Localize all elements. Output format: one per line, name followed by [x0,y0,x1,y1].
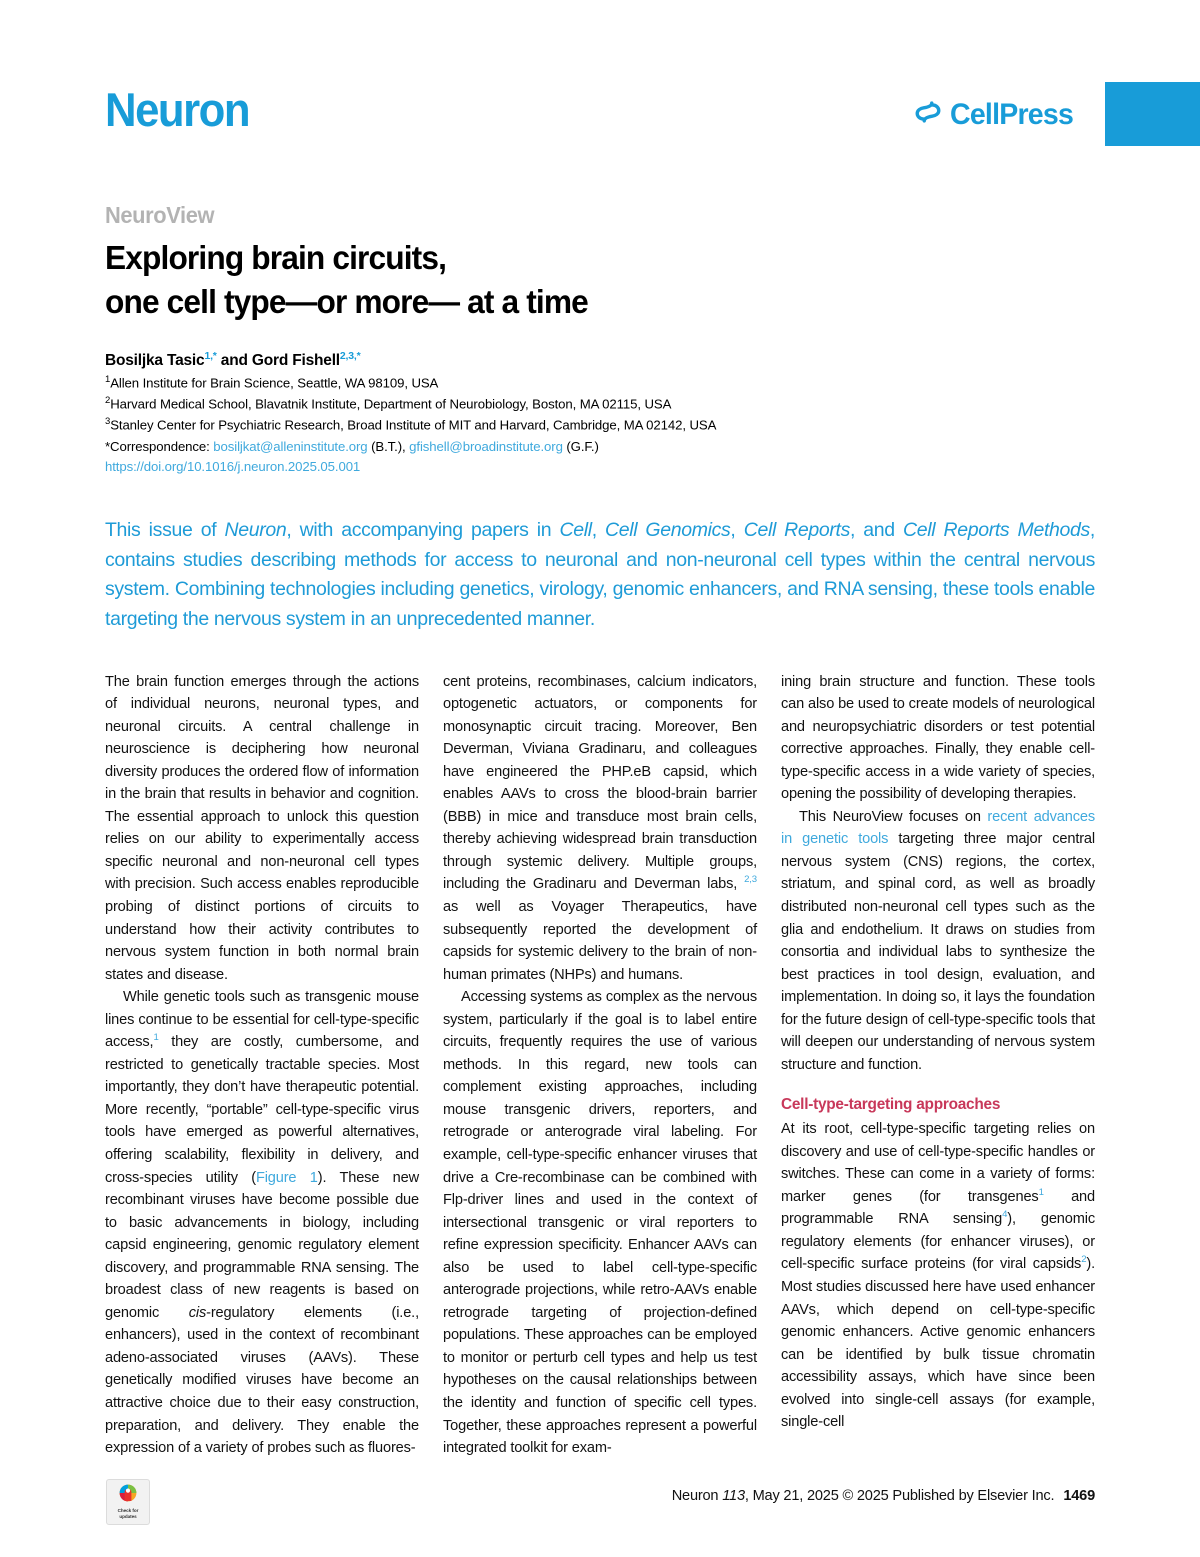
affiliation-text: Allen Institute for Brain Science, Seattle, WA 98109, USA [110,375,439,391]
summary-text: , [591,519,605,542]
page-footer [0,1461,1200,1557]
paragraph: Accessing systems as complex as the nervous system, particularly if the goal is to label entire circuits, frequently requires the use of various methods. In this regard, new tools can complement existing approaches, including mouse transgenic drivers, reporters, and retrograde or anterograde viral labeling. For example, cell-type-specific enhancer viruses that drive a Cre-recombinase can be combined with Flp-driver lines and used in the context of intersectional transgenic or viral reporters to refine expression specificity. Enhancer AAVs can also be used to label cell-type-specific anterograde projections, while retro-AAVs enable retrograde targeting of projection-defined populations. These approaches can be employed to monitor or perturb cell types and help us test hypotheses on the causal relationships between the identity and function of specific cell types. Together, these approaches represent a powerful integrated toolkit for exam- [443,989,757,1457]
paragraph [781,1118,1095,1434]
affiliation-text: Harvard Medical School, Blavatnik Institute, Department of Neurobiology, Boston, MA 02115, USA [110,396,672,412]
doi-line [105,457,1095,478]
author-2-corr-star: * [356,350,361,363]
affiliation-item [105,394,1095,415]
cellpress-loop-icon [913,97,943,132]
citation-ref[interactable]: 1 [153,1032,159,1044]
author-list: Bosiljka Tasic$^{1,*}$ and Gord Fishell$^{2,3,*}$ [105,350,361,370]
paragraph [443,671,757,987]
paragraph-text: ). These new recombinant viruses have become possible due to basic advancements in biology, including capsid engineering, genomic regulatory element discovery, and programmable RNA sensing. The broadest class of new reagents is based on genomic [105,1169,419,1321]
summary-text: , with accompanying papers in [286,519,560,542]
paragraph [781,806,1095,1077]
author-conjunction: and [220,352,248,370]
paragraph-text: cent proteins, recombinases, calcium indicators, optogenetic actuators, or components for monosynaptic circuit tracing. Moreover, Ben Deverman, Viviana Gradinaru, and colleagues have engineered the PHP.eB capsid, which enables AAVs to cross the blood-brain barrier (BBB) in mice and transduce most brain cells, thereby achieving widespread brain transduction through systemic delivery. Multiple groups, including the Gradinaru and Deverman labs, [443,673,757,893]
paragraph-text: they are costly, cumbersome, and restricted to genetically tractable species. Most importantly, they don’t have therapeutic potential. More recently, “portable” cell-type-specific virus tools have emerged as powerful alternatives, offering scalability, flexibility in delivery, and cross-species utility ( [105,1034,419,1186]
footer-volume: 113 [722,1488,745,1504]
footer-citation [672,1488,1095,1504]
author-name-2: Gord Fishell [251,352,340,370]
corresponding-initials-1: (B.T.), [371,438,406,454]
citation-ref[interactable]: 1 [1038,1186,1044,1198]
crossmark-label-line-1: Check for [117,1508,139,1514]
masthead [0,0,1200,136]
article-content [0,202,1200,1460]
publisher-name: CellPress [950,97,1074,131]
footer-citation-rest: , May 21, 2025 © 2025 Published by Elsevier Inc. [744,1488,1055,1504]
affiliation-marker: 2 [105,395,111,407]
publisher-logo [913,97,1080,132]
author-1-affil-marker: 1 [204,350,211,363]
author-name-1: Bosiljka Tasic [105,352,205,370]
figure-1-link[interactable]: Figure 1 [255,1169,318,1186]
genetic-tools-link[interactable]: recent advances in genetic tools [781,808,1095,848]
summary-journal-cell: Cell [559,519,592,542]
author-1-corr-star: * [212,350,217,363]
summary-journal-cell-reports-methods: Cell Reports Methods [903,519,1090,542]
correspondence-line [105,437,1095,458]
corresponding-email-1[interactable]: bosiljkat@alleninstitute.org [213,438,368,454]
summary-text: , [730,519,744,542]
paragraph: The brain function emerges through the actions of individual neurons, neuronal types, and neuronal circuits. A central challenge in neuroscience is deciphering how neuronal diversity produces the ordered flow of information in the brain that results in behavior and cognition. The essential approach to unlock this question relies on our ability to experimentally access specific neuronal and non-neuronal cell types with precision. Such access enables reproducible probing of distinct portions of circuits to understand how their activity contributes to nervous system function in both normal brain states and disease. [105,673,419,983]
paragraph-text: -regulatory elements (i.e., enhancers), used in the context of recombinant adeno-associated viruses (AAVs). These genetically modified viruses have become an attractive choice due to their easy construction, preparation, and delivery. They enable the expression of a variety of probes such as fluores- [105,1304,419,1457]
summary-journal-cell-genomics: Cell Genomics [605,519,731,542]
body-column-1 [105,671,419,1460]
summary-text: , contains studies describing methods for access to neuronal and non-neuronal cell types within the central nervous system. Combining technologies including genetics, virology, genomic enhancers, and RNA sensing, these tools enable targeting the nervous system in an unprecedented manner. [105,519,1095,630]
body-columns [105,671,1095,1460]
author-2-affil-marker: 2,3 [339,350,354,363]
page-title [105,236,1055,323]
paragraph: ining brain structure and function. These tools can also be used to create models of neurological and neuropsychiatric disorders or test potential corrective approaches. Finally, they enable cell-type-specific access in a wide variety of species, opening the possibility of developing therapies. [781,673,1095,803]
doi-link[interactable]: https://doi.org/10.1016/j.neuron.2025.05.001 [105,459,361,475]
paragraph-text: as well as Voyager Therapeutics, have subsequently reported the development of capsids for systemic delivery to the brain of non-human primates (NHPs) and humans. [443,898,757,983]
title-line-2: one cell type—or more— at a time [105,282,588,320]
italic-term-cis: cis [188,1304,207,1321]
paragraph-text: While genetic tools such as transgenic mouse lines continue to be essential for cell-type-specific access, [105,989,419,1051]
affiliation-text: Stanley Center for Psychiatric Research, Broad Institute of MIT and Harvard, Cambridge, MA 02142, USA [110,417,717,433]
paragraph-text: ). Most studies discussed here have used enhancer AAVs, which depend on cell-type-specific genomic enhancers. Active genomic enhancers can be identified by bulk tissue chromatin accessibility assays, which have since been evolved into single-cell assays (for example, single-cell [781,1256,1095,1431]
corresponding-email-2[interactable]: gfishell@broadinstitute.org [409,438,563,454]
section-heading: Cell-type-targeting approaches [781,1096,1001,1114]
paragraph-text: targeting three major central nervous system (CNS) regions, the cortex, striatum, and spinal cord, as well as broadly distributed non-neuronal cell types such as the glia and endothelium. It draws on studies from consortia and individual labs to synthesize the best practices in tool design, evaluation, and implementation. In doing so, it lays the foundation for the future design of cell-type-specific tools that will deepen our understanding of nervous system structure and function. [781,831,1095,1073]
summary-text: , and [850,519,904,542]
citation-ref[interactable]: 2 [1081,1254,1087,1266]
paragraph-text: At its root, cell-type-specific targeting relies on discovery and use of cell-type-specific handles or switches. These can come in a variety of forms: marker genes (for transgenes [781,1121,1095,1205]
citation-ref[interactable]: 4 [1002,1209,1008,1221]
crossmark-label-line-2: updates [119,1514,137,1519]
paragraph-text: ), genomic regulatory elements (for enhancer viruses), or cell-specific surface proteins (for viral capsids [781,1211,1095,1273]
footer-journal: Neuron [671,1488,719,1504]
affiliation-list [105,373,1095,478]
body-column-3 [781,671,1095,1460]
crossmark-label [118,1508,139,1519]
paragraph-text: and programmable RNA sensing [781,1188,1095,1228]
summary-text: This issue of [105,519,225,542]
page-number: 1469 [1063,1488,1095,1504]
masthead-accent-block [1105,82,1200,146]
affiliation-marker: 3 [105,416,111,428]
crossmark-logo-icon [118,1484,138,1507]
correspondence-label: *Correspondence: [105,438,210,454]
corresponding-initials-2: (G.F.) [566,438,599,454]
article-type-kicker: NeuroView [105,202,215,228]
affiliation-item [105,373,1095,394]
paragraph [105,986,419,1459]
paragraph-text: This NeuroView focuses on [799,808,988,825]
citation-ref[interactable]: 2,3 [744,874,757,886]
summary-journal-neuron: Neuron [224,519,287,542]
body-column-2 [443,671,757,1460]
title-line-1: Exploring brain circuits, [105,239,447,276]
affiliation-item [105,415,1095,436]
journal-logo: Neuron [105,83,250,136]
crossmark-badge[interactable] [106,1479,150,1525]
affiliation-marker: 1 [105,374,111,386]
article-summary [105,516,1095,635]
summary-journal-cell-reports: Cell Reports [743,519,850,542]
